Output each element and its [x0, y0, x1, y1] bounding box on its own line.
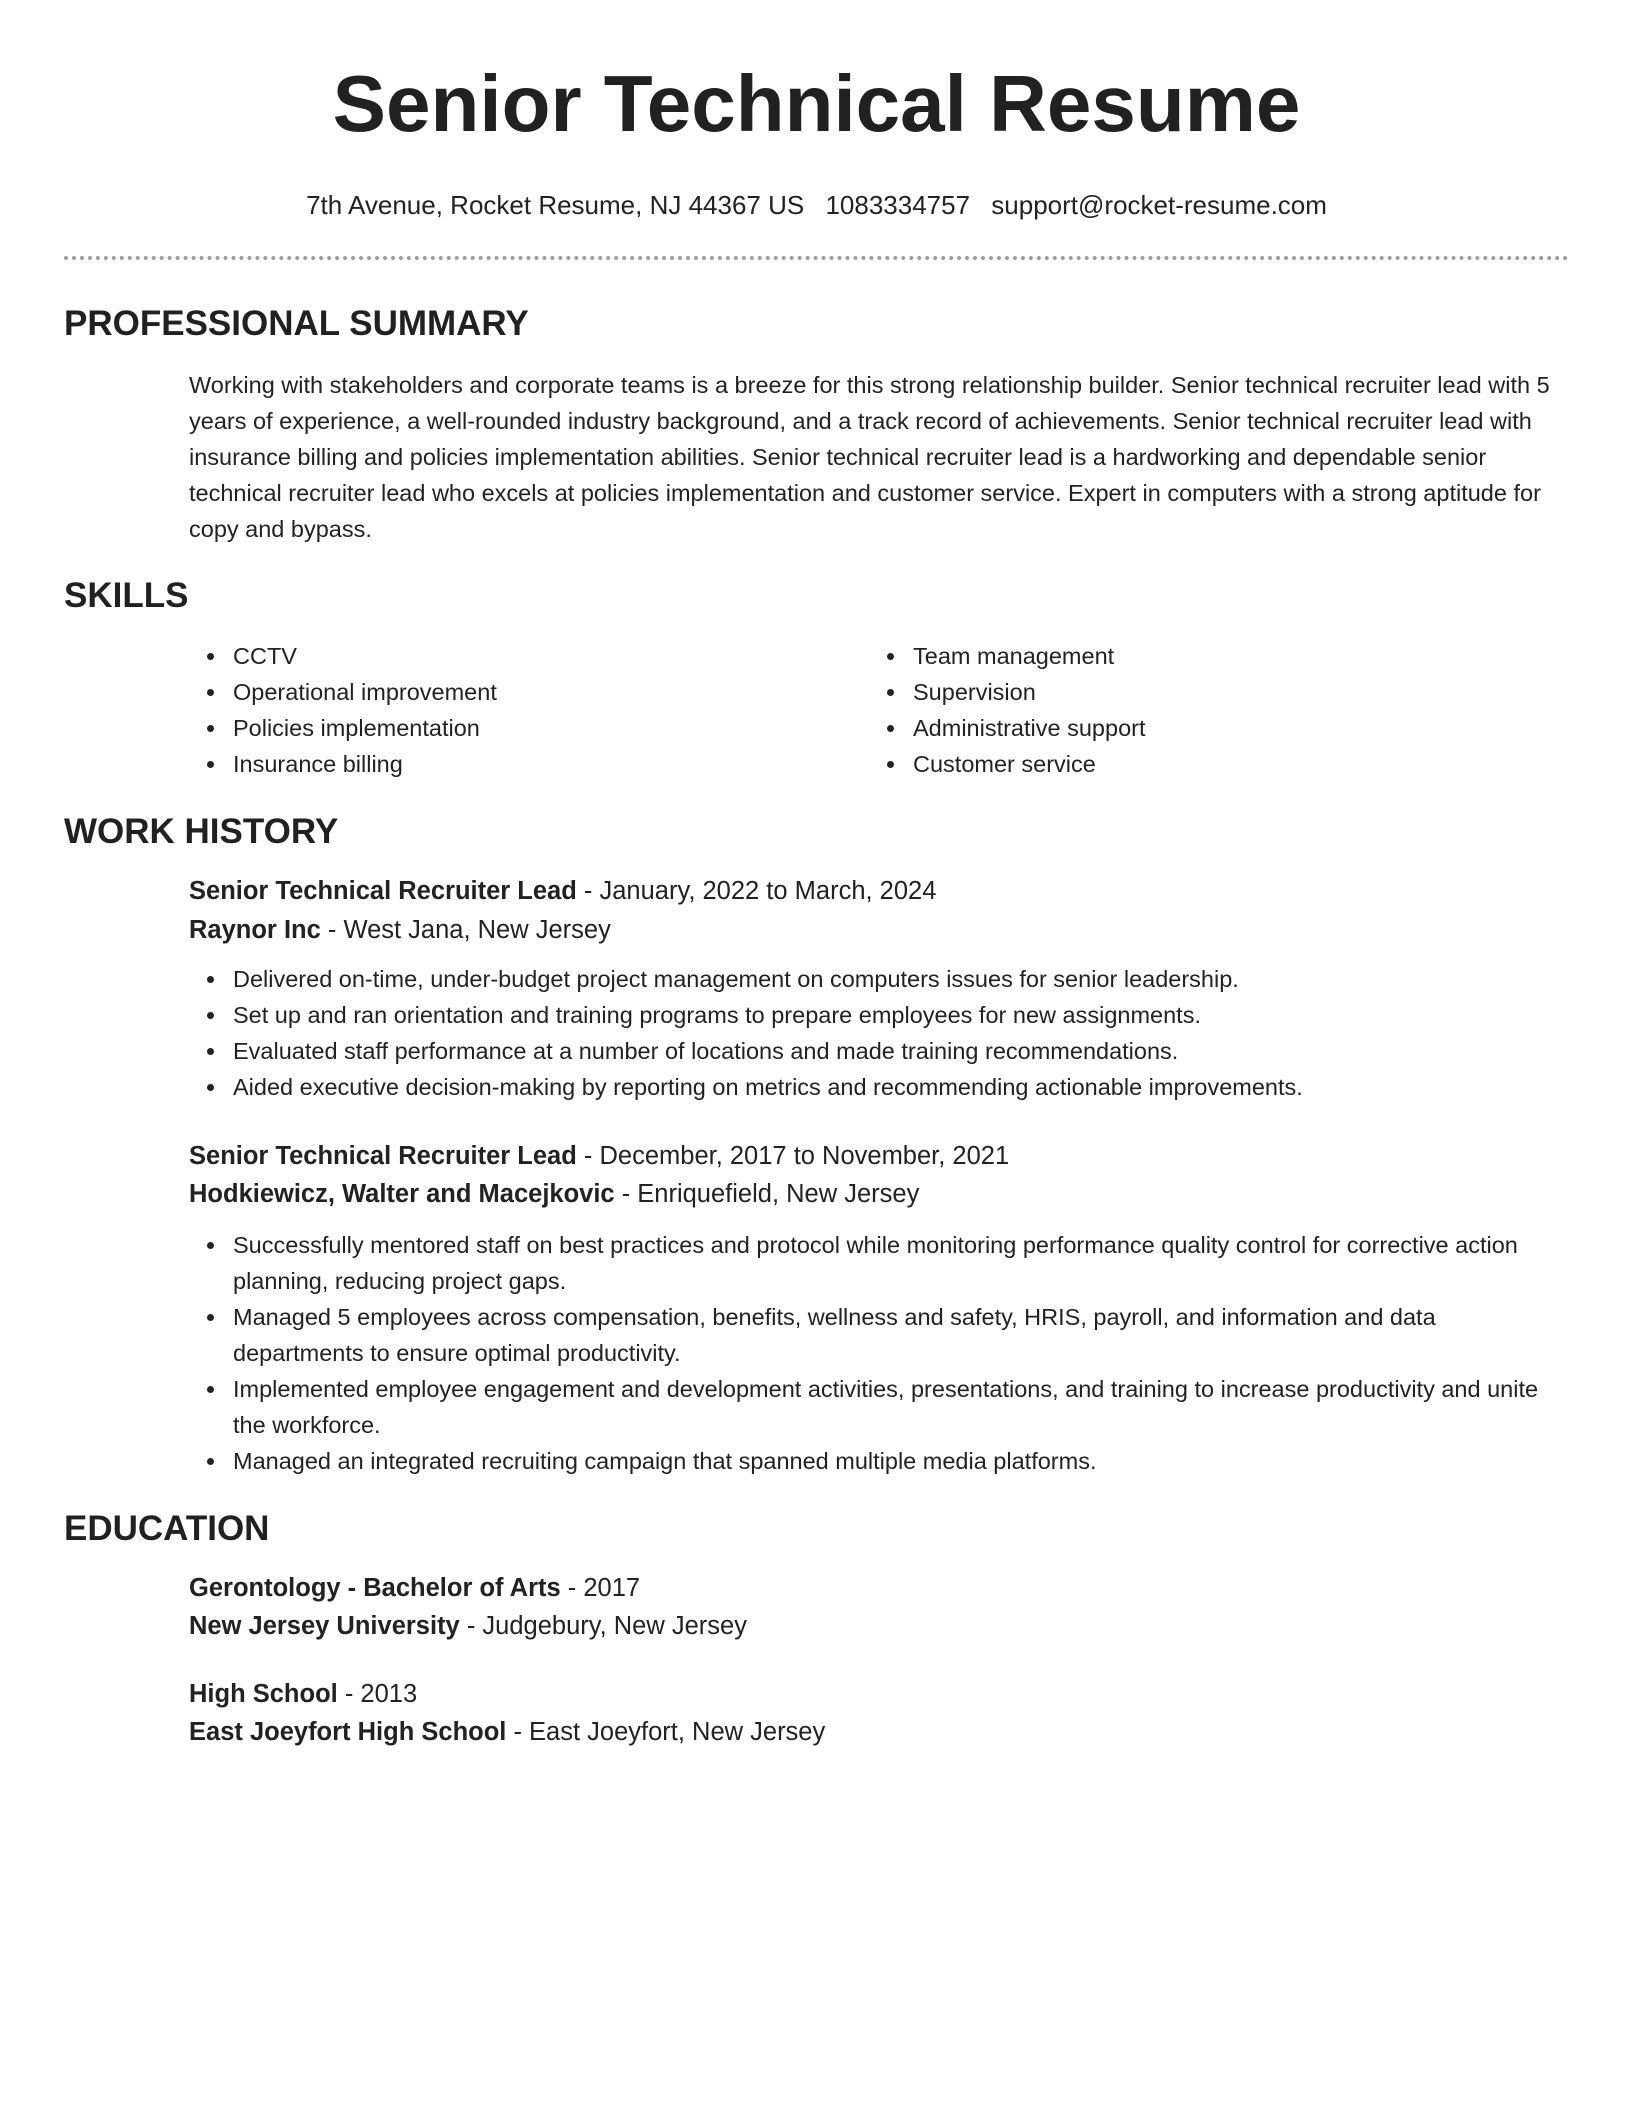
contact-phone: 1083334757: [825, 190, 971, 220]
job-title-line: [189, 1139, 1569, 1173]
education-degree-line: [189, 1571, 1569, 1605]
job-bullet: Managed an integrated recruiting campaign that spanned multiple media platforms.: [233, 1443, 1569, 1479]
education-heading: EDUCATION: [64, 1509, 270, 1548]
education-location: - Judgebury, New Jersey: [459, 1612, 747, 1640]
job-company: Raynor Inc: [189, 916, 321, 944]
job-bullet: Delivered on-time, under-budget project management on computers issues for senior leadership.: [233, 961, 1569, 997]
job-bullets: [189, 961, 1569, 1105]
education-location: - East Joeyfort, New Jersey: [506, 1718, 826, 1746]
education-degree: Gerontology - Bachelor of Arts: [189, 1574, 561, 1602]
skill-item: Administrative support: [913, 710, 1549, 746]
job-title-line: [189, 874, 1569, 908]
job-company-line: [189, 913, 1569, 947]
contact-line: [64, 190, 1569, 220]
education-school: East Joeyfort High School: [189, 1718, 507, 1746]
job-location: - Enriquefield, New Jersey: [614, 1180, 920, 1208]
job-bullet: Implemented employee engagement and development activities, presentations, and training to increase productivity and unite the workforce.: [233, 1371, 1569, 1443]
education-degree: High School: [189, 1680, 338, 1708]
summary-section: [189, 367, 1569, 547]
education-degree-line: [189, 1677, 1569, 1711]
education-entry: [189, 1677, 1569, 1749]
contact-email: support@rocket-resume.com: [991, 190, 1327, 220]
education-school: New Jersey University: [189, 1612, 460, 1640]
education-entry: [189, 1571, 1569, 1643]
skill-item: CCTV: [233, 638, 869, 674]
resume-title: Senior Technical Resume: [332, 59, 1301, 148]
skill-item: Supervision: [913, 674, 1549, 710]
education-year: - 2013: [337, 1680, 418, 1708]
skill-item: Operational improvement: [233, 674, 869, 710]
job-dates: - December, 2017 to November, 2021: [576, 1142, 1010, 1170]
header-divider: [64, 256, 1569, 260]
resume-page: [64, 0, 1569, 1749]
job-title: Senior Technical Recruiter Lead: [189, 877, 577, 905]
skill-item: Insurance billing: [233, 746, 869, 782]
education-year: - 2017: [560, 1574, 641, 1602]
skills-column-left: [189, 638, 869, 782]
skill-item: Team management: [913, 638, 1549, 674]
job-dates: - January, 2022 to March, 2024: [576, 877, 937, 905]
skill-item: Customer service: [913, 746, 1549, 782]
job-bullet: Managed 5 employees across compensation, benefits, wellness and safety, HRIS, payroll, and information and data departments to ensure optimal productivity.: [233, 1299, 1569, 1371]
education-school-line: [189, 1715, 1569, 1749]
job-bullet: Successfully mentored staff on best practices and protocol while monitoring performance quality control for corrective action planning, reducing project gaps.: [233, 1227, 1569, 1299]
job-bullets: [189, 1227, 1569, 1479]
job-entry: [189, 874, 1569, 1105]
job-company-line: [189, 1177, 1569, 1211]
job-bullet: Aided executive decision-making by reporting on metrics and recommending actionable improvements.: [233, 1069, 1569, 1105]
job-entry: [189, 1139, 1569, 1479]
skills-heading: SKILLS: [64, 576, 189, 615]
job-bullet: Set up and ran orientation and training programs to prepare employees for new assignments.: [233, 997, 1569, 1033]
contact-address: 7th Avenue, Rocket Resume, NJ 44367 US: [306, 190, 805, 220]
skills-list: [189, 638, 1569, 782]
education-school-line: [189, 1609, 1569, 1643]
job-location: - West Jana, New Jersey: [320, 916, 611, 944]
skill-item: Policies implementation: [233, 710, 869, 746]
job-company: Hodkiewicz, Walter and Macejkovic: [189, 1180, 615, 1208]
job-bullet: Evaluated staff performance at a number of locations and made training recommendations.: [233, 1033, 1569, 1069]
skills-column-right: [869, 638, 1549, 782]
summary-heading: PROFESSIONAL SUMMARY: [64, 304, 529, 343]
summary-text: Working with stakeholders and corporate teams is a breeze for this strong relationship builder. Senior technical recruiter lead with 5 years of experience, a well-rounded industry background, and a track record of achievements. Senior technical recruiter lead with insurance billing and policies implementation abilities. Senior technical recruiter lead is a hardworking and dependable senior technical recruiter lead who excels at policies implementation and customer service. Expert in computers with a strong aptitude for copy and bypass.: [189, 372, 1550, 542]
job-title: Senior Technical Recruiter Lead: [189, 1142, 577, 1170]
work-history-heading: WORK HISTORY: [64, 812, 339, 851]
